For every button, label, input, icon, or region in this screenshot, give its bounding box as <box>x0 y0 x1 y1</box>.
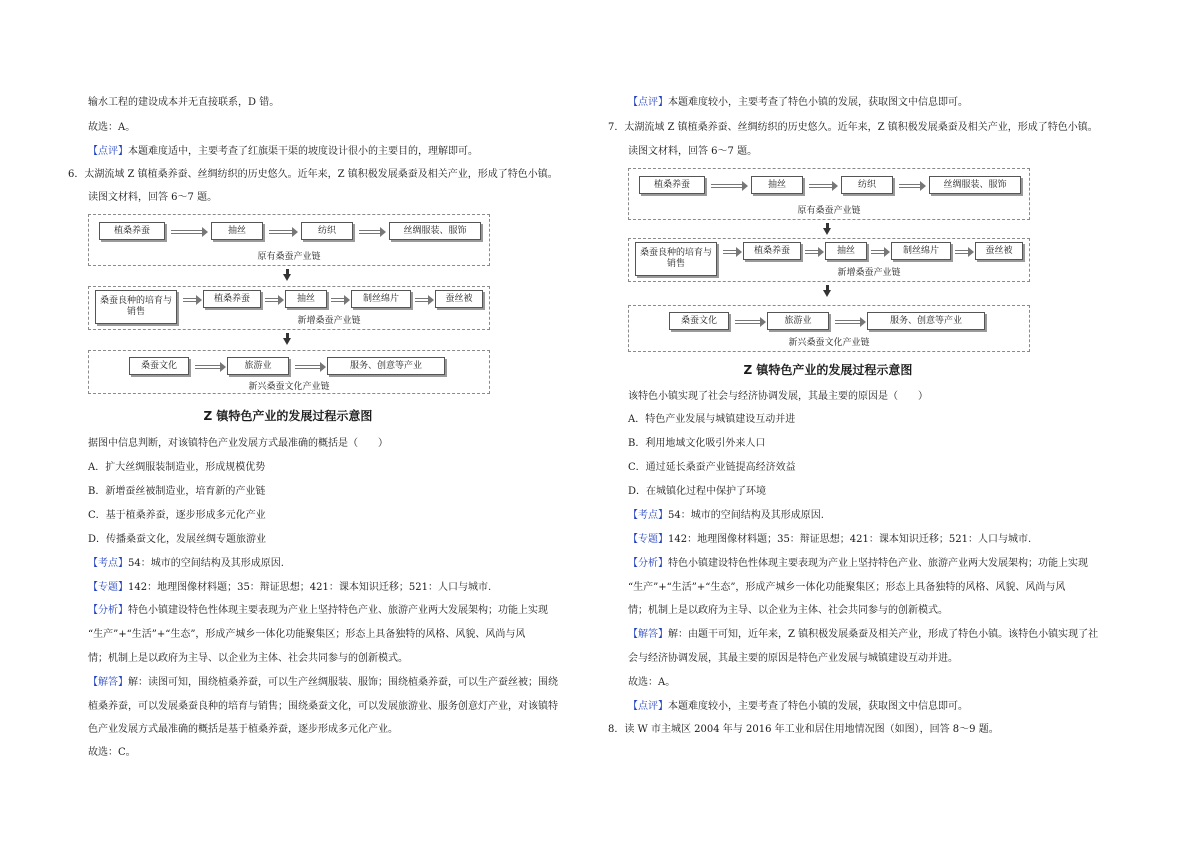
tag-label: 【解答】 <box>88 677 128 688</box>
arrow <box>835 320 861 324</box>
diagram-caption: 原有桑蚕产业链 <box>797 206 861 216</box>
answer-line: 故选：A。 <box>628 677 676 688</box>
diagram-box: 服务、创意等产业 <box>867 312 985 330</box>
jieda-text: 解：由题干可知，近年来，Z 镇积极发展桑蚕及相关产业，形成了特色小镇。该特色小镇实现了社 <box>668 629 1099 640</box>
jieda-text: 植桑养蚕，可以发展桑蚕良种的培育与销售；围绕桑蚕文化，可以发展旅游业、服务创意灯产业，对该镇特 <box>88 701 558 712</box>
text-line: 故选：A。 <box>88 122 136 133</box>
diagram-caption: 新兴桑蚕文化产业链 <box>248 382 330 392</box>
comment-text: 本题难度适中，主要考查了红旗渠干渠的坡度设计很小的主要目的，理解即可。 <box>128 146 478 157</box>
zhuanti-text: 142：地理图像材料题；35：辩证思想；421：课本知识迁移；521：人口与城市. <box>128 582 492 593</box>
diagram-box: 制丝绵片 <box>351 290 411 308</box>
diagram-title: Z 镇特色产业的发展过程示意图 <box>743 363 913 377</box>
diagram-box: 桑蚕文化 <box>129 357 189 375</box>
left-column <box>68 0 588 848</box>
comment-line <box>88 145 588 159</box>
diagram-row-new <box>88 286 490 330</box>
down-arrow-icon <box>823 228 831 235</box>
zhuanti-line <box>88 581 588 595</box>
arrow <box>183 298 197 302</box>
arrow <box>295 365 321 369</box>
fenxi-text: 特色小镇建设特色性体现主要表现为产业上坚持特色产业、旅游产业两大发展架构；功能上实现 <box>668 558 1088 569</box>
diagram-row-original <box>88 214 490 266</box>
tag-label: 【点评】 <box>628 701 668 712</box>
diagram-box: 纺织 <box>301 222 353 240</box>
tag-label: 【解答】 <box>628 629 668 640</box>
question-7-stem: 7．太湖流域 Z 镇植桑养蚕、丝绸纺织的历史悠久。近年来，Z 镇积极发展桑蚕及相关产业，形成了特色小镇。 <box>608 122 1098 133</box>
diagram-box: 抽丝 <box>211 222 263 240</box>
diagram-caption: 新增桑蚕产业链 <box>297 316 361 326</box>
comment-line <box>628 96 1128 110</box>
answer-line: 故选：C。 <box>88 747 136 758</box>
option-d: D．在城镇化过程中保护了环境 <box>628 486 767 497</box>
jieda-text: 会与经济协调发展，其最主要的原因是特色产业发展与城镇建设互动并进。 <box>628 653 958 664</box>
tag-label: 【考点】 <box>628 510 668 521</box>
diagram-caption: 原有桑蚕产业链 <box>257 252 321 262</box>
arrow <box>171 230 203 234</box>
diagram-box: 服务、创意等产业 <box>327 357 445 375</box>
industry-diagram <box>628 168 1028 383</box>
arrow <box>899 184 921 188</box>
zhuanti-line <box>628 533 1128 547</box>
arrow <box>735 320 761 324</box>
kaodian-text: 54：城市的空间结构及其形成原因. <box>668 510 824 521</box>
diagram-row-new <box>628 238 1030 282</box>
diagram-box: 植桑养蚕 <box>743 242 801 260</box>
diagram-row-culture <box>88 350 490 394</box>
diagram-box: 旅游业 <box>227 357 289 375</box>
kaodian-text: 54：城市的空间结构及其形成原因. <box>128 558 284 569</box>
fenxi-text: 特色小镇建设特色性体现主要表现为产业上坚持特色产业、旅游产业两大发展架构；功能上实现 <box>128 605 548 616</box>
diagram-box: 旅游业 <box>767 312 829 330</box>
option-c: C．基于植桑养蚕，逐步形成多元化产业 <box>88 510 266 521</box>
fenxi-line <box>628 557 1128 571</box>
tag-label: 【考点】 <box>88 558 128 569</box>
question-text: 据图中信息判断，对该镇特色产业发展方式最准确的概括是（ ） <box>88 438 388 449</box>
diagram-caption: 新兴桑蚕文化产业链 <box>788 338 870 348</box>
diagram-box: 桑蚕良种的培育与销售 <box>635 242 717 276</box>
diagram-box: 桑蚕文化 <box>669 312 729 330</box>
zhuanti-text: 142：地理图像材料题；35：辩证思想；421：课本知识迁移；521：人口与城市. <box>668 534 1032 545</box>
kaodian-line <box>88 557 588 571</box>
comment-text: 本题难度较小，主要考查了特色小镇的发展，获取图文中信息即可。 <box>668 97 968 108</box>
diagram-title: Z 镇特色产业的发展过程示意图 <box>203 409 373 423</box>
diagram-caption: 新增桑蚕产业链 <box>837 268 901 278</box>
arrow <box>195 365 221 369</box>
option-a: A．特色产业发展与城镇建设互动并进 <box>628 414 796 425</box>
diagram-box: 抽丝 <box>751 176 803 194</box>
fenxi-text: “生产”+“生活”+“生态”，形成产城乡一体化功能聚集区；形态上具备独特的风格、风貌、风尚与风 <box>88 629 526 640</box>
kaodian-line <box>628 509 1128 523</box>
question-8-stem: 8．读 W 市主城区 2004 年与 2016 年工业和居住用地情况图（如图），回答 8～9 题。 <box>608 724 999 735</box>
arrow <box>711 184 743 188</box>
fenxi-text: 情；机制上是以政府为主导、以企业为主体、社会共同参与的创新模式。 <box>88 653 408 664</box>
arrow <box>269 230 293 234</box>
fenxi-line <box>88 604 588 618</box>
arrow <box>265 298 279 302</box>
option-b: B．新增蚕丝被制造业，培育新的产业链 <box>88 486 266 497</box>
question-7-instruction: 读图文材料，回答 6～7 题。 <box>628 146 758 157</box>
diagram-box: 植桑养蚕 <box>99 222 165 240</box>
diagram-box: 丝绸服装、服饰 <box>389 222 481 240</box>
tag-label: 【点评】 <box>628 97 668 108</box>
tag-label: 【分析】 <box>628 558 668 569</box>
diagram-box: 植桑养蚕 <box>639 176 705 194</box>
diagram-box: 丝绸服装、服饰 <box>929 176 1021 194</box>
option-d: D．传播桑蚕文化，发展丝绸专题旅游业 <box>88 534 267 545</box>
text-line: 输水工程的建设成本并无直接联系，D 错。 <box>88 97 280 108</box>
arrow <box>809 184 833 188</box>
jieda-text: 色产业发展方式最准确的概括是基于植桑养蚕，逐步形成多元化产业。 <box>88 724 398 735</box>
jieda-text: 解：读图可知，围绕植桑养蚕，可以生产丝绸服装、服饰；围绕植桑养蚕，可以生产蚕丝被；围绕 <box>128 677 558 688</box>
diagram-box: 蚕丝被 <box>435 290 483 308</box>
fenxi-text: 情；机制上是以政府为主导、以企业为主体、社会共同参与的创新模式。 <box>628 605 948 616</box>
right-column <box>608 0 1128 848</box>
comment-line <box>628 700 1128 714</box>
tag-label: 【分析】 <box>88 605 128 616</box>
arrow <box>805 250 819 254</box>
diagram-box: 抽丝 <box>285 290 327 308</box>
arrow <box>359 230 381 234</box>
option-c: C．通过延长桑蚕产业链提高经济效益 <box>628 462 796 473</box>
question-6-instruction: 读图文材料，回答 6～7 题。 <box>88 192 218 203</box>
diagram-box: 抽丝 <box>825 242 867 260</box>
tag-label: 【点评】 <box>88 146 128 157</box>
option-a: A．扩大丝绸服装制造业，形成规模优势 <box>88 462 266 473</box>
down-arrow-icon <box>823 290 831 297</box>
option-b: B．利用地域文化吸引外来人口 <box>628 438 766 449</box>
diagram-box: 桑蚕良种的培育与销售 <box>95 290 177 324</box>
down-arrow-icon <box>283 338 291 345</box>
tag-label: 【专题】 <box>88 582 128 593</box>
industry-diagram <box>88 214 488 429</box>
question-6-stem: 6．太湖流域 Z 镇植桑养蚕、丝绸纺织的历史悠久。近年来，Z 镇积极发展桑蚕及相关产业，形成了特色小镇。 <box>68 169 558 180</box>
arrow <box>415 298 429 302</box>
fenxi-text: “生产”+“生活”+“生态”，形成产城乡一体化功能聚集区；形态上具备独特的风格、风貌、风尚与风 <box>628 582 1066 593</box>
arrow <box>331 298 345 302</box>
tag-label: 【专题】 <box>628 534 668 545</box>
diagram-box: 蚕丝被 <box>975 242 1023 260</box>
diagram-row-culture <box>628 305 1030 352</box>
arrow <box>871 250 885 254</box>
arrow <box>955 250 969 254</box>
diagram-box: 制丝绵片 <box>891 242 951 260</box>
diagram-box: 植桑养蚕 <box>203 290 261 308</box>
jieda-line <box>628 628 1128 642</box>
diagram-row-original <box>628 168 1030 220</box>
jieda-line <box>88 676 588 690</box>
question-text: 该特色小镇实现了社会与经济协调发展，其最主要的原因是（ ） <box>628 391 928 402</box>
diagram-box: 纺织 <box>841 176 893 194</box>
down-arrow-icon <box>283 274 291 281</box>
comment-text: 本题难度较小，主要考查了特色小镇的发展，获取图文中信息即可。 <box>668 701 968 712</box>
arrow <box>723 250 737 254</box>
